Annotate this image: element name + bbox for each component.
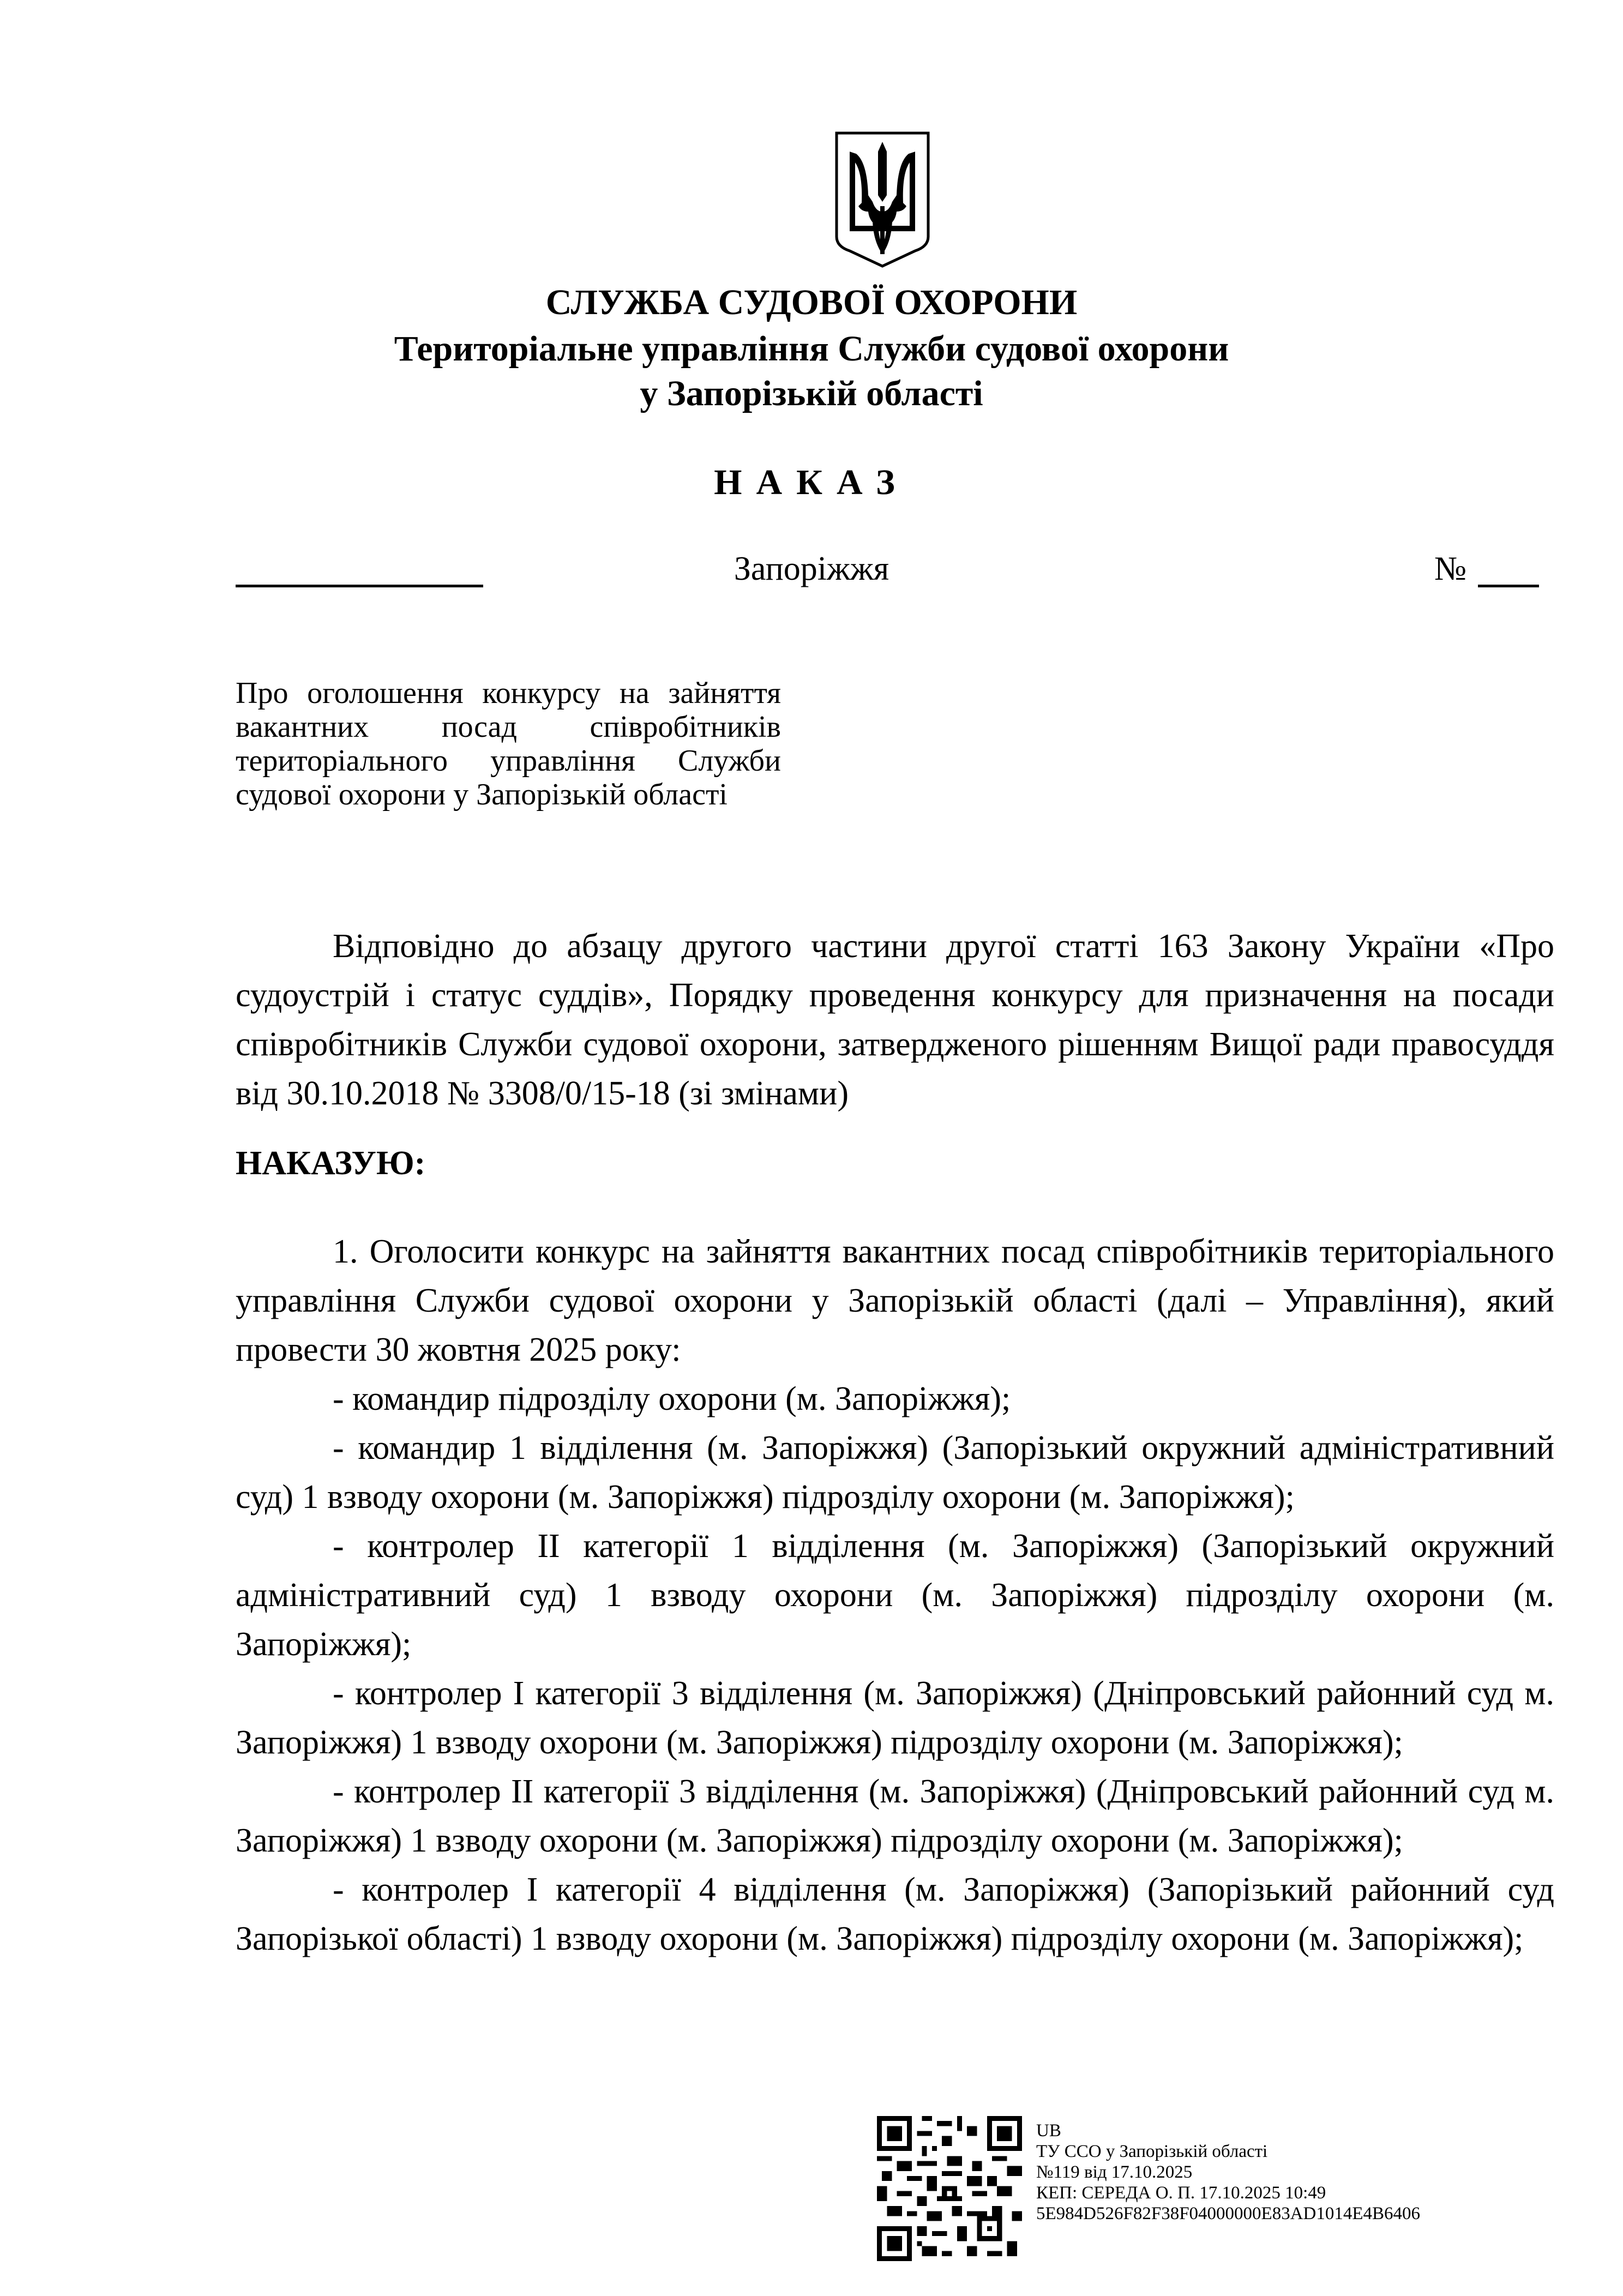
stamp-text [1036, 2120, 1420, 2224]
number-sign: № [1434, 550, 1467, 587]
stamp-line-reg-number: №119 від 17.10.2025 [1036, 2162, 1193, 2182]
city-name: Запоріжжя [734, 550, 889, 587]
position-item: - командир підрозділу охорони (м. Запоріжжя); [333, 1380, 1011, 1417]
stamp-line-org: ТУ ССО у Запорізькій області [1036, 2142, 1268, 2161]
position-item: - командир 1 відділення (м. Запоріжжя) (Запорізький окружний адміністративний суд) 1 взводу охорони (м. Запоріжжя) підрозділу охорони (м. Запоріжжя); [236, 1429, 1554, 1516]
number-blank-line [1478, 585, 1539, 587]
trident-coat-of-arms-icon [833, 130, 931, 269]
preamble [236, 922, 1554, 1118]
subdivision-region: у Запорізькій області [640, 374, 983, 413]
subdivision-name: Територіальне управління Служби судової охорони [394, 329, 1229, 369]
order-items [236, 1227, 1554, 1963]
document-type: НАКАЗ [714, 462, 909, 502]
signature-stamp [877, 2116, 1559, 2263]
position-item: - контролер І категорії 3 відділення (м. Запоріжжя) (Дніпровський районний суд м. Запоріжжя) 1 взводу охорони (м. Запоріжжя) підрозділу охорони (м. Запоріжжя); [236, 1675, 1554, 1761]
position-item: - контролер ІІ категорії 1 відділення (м. Запоріжжя) (Запорізький окружний адміністративний суд) 1 взводу охорони (м. Запоріжжя) підрозділу охорони (м. Запоріжжя); [236, 1528, 1554, 1663]
organization-name: СЛУЖБА СУДОВОЇ ОХОРОНИ [545, 283, 1078, 322]
stamp-line-cert-id: 5E984D526F82F38F04000000E83AD1014E4B6406 [1036, 2204, 1421, 2223]
order-subject: Про оголошення конкурсу на зайняття вакантних посад співробітників територіального управління Служби судової охорони у Запорізькій області [236, 676, 781, 812]
qr-code-icon[interactable] [877, 2116, 1022, 2261]
order-heading: НАКАЗУЮ: [236, 1145, 426, 1182]
position-item: - контролер ІІ категорії 3 відділення (м. Запоріжжя) (Дніпровський районний суд м. Запоріжжя) 1 взводу охорони (м. Запоріжжя) підрозділу охорони (м. Запоріжжя); [236, 1773, 1554, 1859]
order-item-1: 1. Оголосити конкурс на зайняття вакантних посад співробітників територіального управління Служби судової охорони у Запорізькій області (далі – Управління), який провести 30 жовтня 2025 року: [236, 1233, 1554, 1368]
preamble-text: Відповідно до абзацу другого частини другої статті 163 Закону України «Про судоустрій і статус суддів», Порядку проведення конкурсу для призначення на посади співробітників Служби судової охорони, затвердженого рішенням Вищої ради правосуддя від 30.10.2018 № 3308/0/15-18 (зі змінами) [236, 928, 1554, 1112]
stamp-line-code: UB [1036, 2121, 1061, 2141]
stamp-line-signer: КЕП: СЕРЕДА О. П. 17.10.2025 10:49 [1036, 2183, 1326, 2203]
position-item: - контролер І категорії 4 відділення (м. Запоріжжя) (Запорізький районний суд Запорізької області) 1 взводу охорони (м. Запоріжжя) підрозділу охорони (м. Запоріжжя); [236, 1871, 1554, 1957]
